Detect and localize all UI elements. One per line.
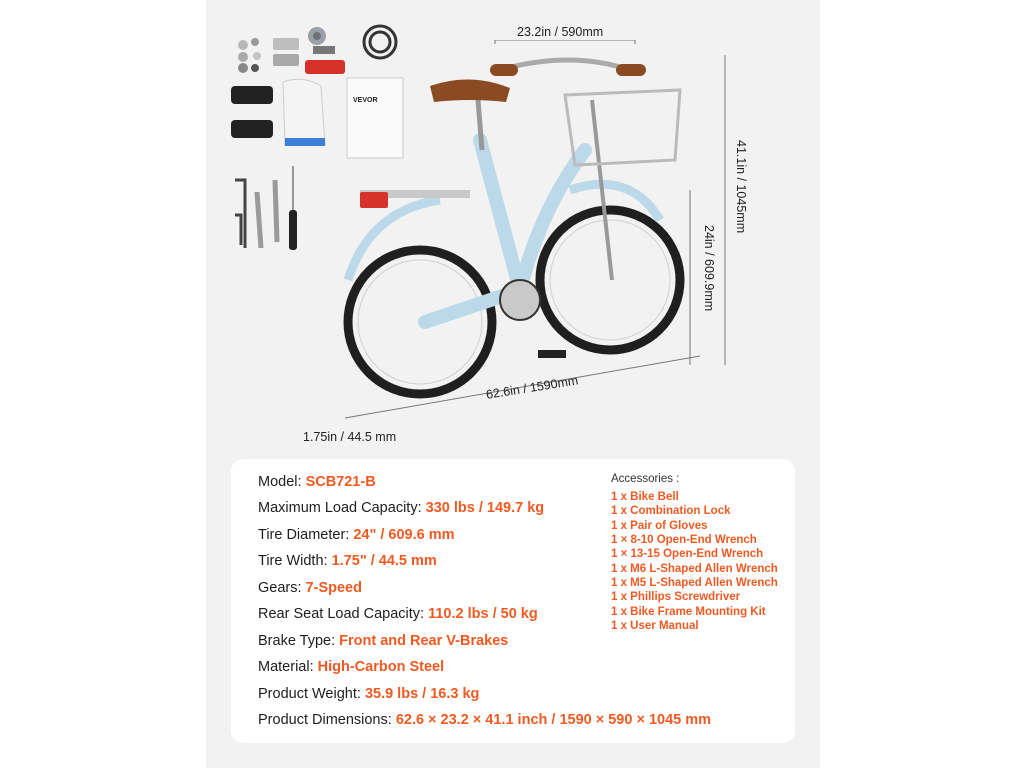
saddle — [430, 79, 510, 102]
accessory-item: 1 x Combination Lock — [611, 505, 731, 517]
tire-width-dimension-label: 1.75in / 44.5 mm — [303, 430, 397, 444]
spec-row-dimensions: Product Dimensions: 62.6 × 23.2 × 41.1 inch / 1590 × 590 × 1045 mm — [258, 712, 712, 728]
left-grip — [490, 64, 518, 76]
width-dimension-label: 23.2in / 590mm — [517, 25, 604, 39]
spec-row-max-load: Maximum Load Capacity: 330 lbs / 149.7 kg — [258, 500, 545, 516]
height-dimension-label: 41.1in / 1045mm — [734, 140, 748, 234]
accessory-item: 1 × 13-15 Open-End Wrench — [611, 548, 764, 560]
accessory-item: 1 × 8-10 Open-End Wrench — [611, 534, 757, 546]
mount-brackets-icon — [273, 38, 299, 66]
bolts-kit-icon — [238, 38, 261, 73]
spec-row-gears: Gears: 7-Speed — [258, 580, 362, 596]
manual-brand: VEVOR — [353, 97, 378, 104]
spec-row-brake-type: Brake Type: Front and Rear V-Brakes — [258, 633, 509, 649]
accessory-item: 1 x Pair of Gloves — [611, 520, 708, 532]
accessory-item: 1 x M6 L-Shaped Allen Wrench — [611, 563, 778, 575]
accessory-item: 1 x Phillips Screwdriver — [611, 591, 741, 603]
pedals-icon — [231, 86, 273, 138]
pedal — [538, 350, 566, 358]
accessory-item: 1 x M5 L-Shaped Allen Wrench — [611, 577, 778, 589]
right-grip — [616, 64, 646, 76]
gloves-icon — [283, 79, 325, 146]
rear-fender — [348, 200, 440, 280]
accessories-title: Accessories : — [611, 473, 680, 485]
spec-row-model: Model: SCB721-B — [258, 474, 376, 490]
accessory-item: 1 x User Manual — [611, 620, 699, 632]
drivetrain-chainring — [500, 280, 540, 320]
allen-wrenches-icon — [235, 180, 245, 248]
spec-row-material: Material: High-Carbon Steel — [258, 659, 445, 675]
spec-row-tire-diameter: Tire Diameter: 24" / 609.6 mm — [258, 527, 455, 543]
screwdriver-icon — [289, 166, 297, 250]
open-end-wrenches-icon — [257, 180, 277, 248]
rear-reflector — [360, 192, 388, 208]
accessory-item: 1 x Bike Bell — [611, 491, 679, 503]
spec-row-weight: Product Weight: 35.9 lbs / 16.3 kg — [258, 686, 480, 702]
fork — [592, 100, 612, 280]
handlebar — [500, 60, 630, 70]
spec-row-tire-width: Tire Width: 1.75" / 44.5 mm — [258, 553, 437, 569]
spec-row-rear-seat-load: Rear Seat Load Capacity: 110.2 lbs / 50 kg — [258, 606, 538, 622]
accessory-item: 1 x Bike Frame Mounting Kit — [611, 606, 766, 618]
length-dimension-label: 62.6in / 1590mm — [485, 373, 580, 402]
wheel-dimension-label: 24in / 609.9mm — [702, 225, 716, 312]
